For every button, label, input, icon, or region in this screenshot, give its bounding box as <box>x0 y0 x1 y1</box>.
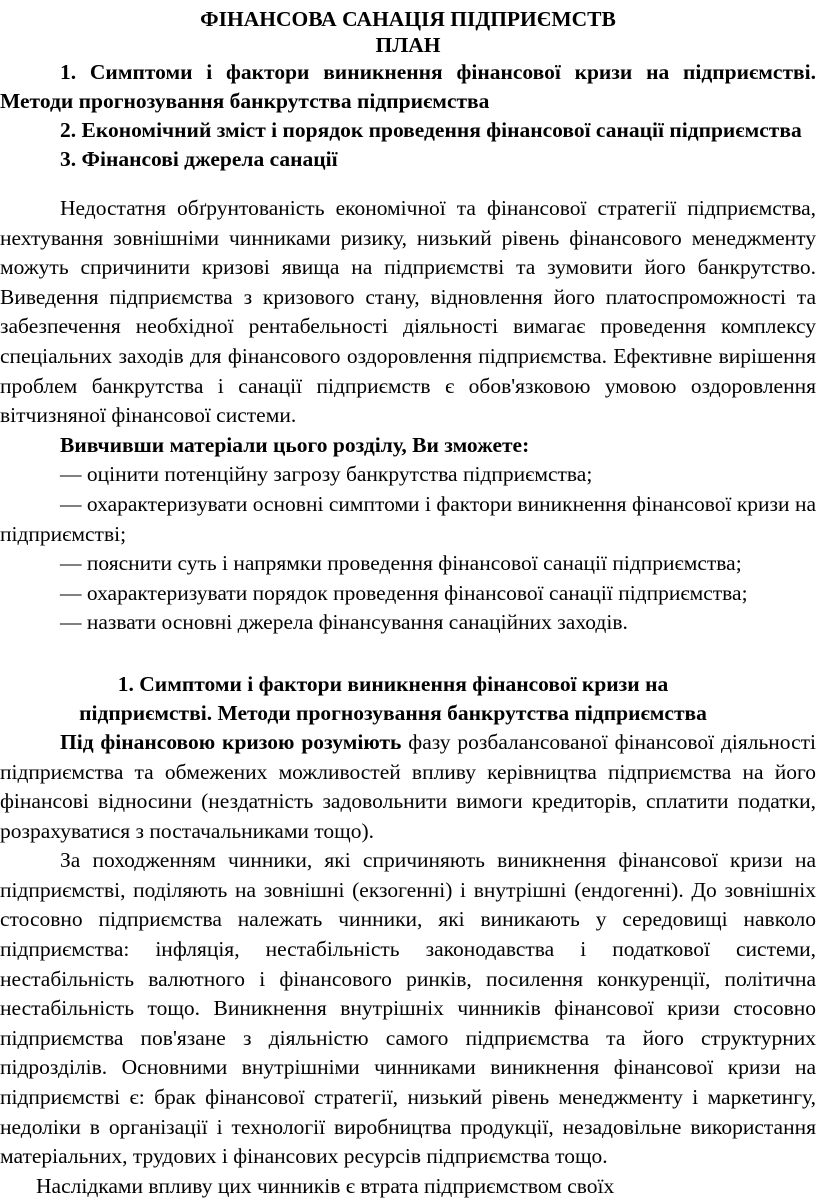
factors-paragraph: За походженням чинники, які спричиняють виникнення фінансової кризи на підприємстві, поділяють на зовнішні (екзогенні) і внутрішні (ендогенні). До зовнішніх стосовно підприємства належать чинники, які виникають у середовищі навколо підприємства: інфляція, нестабільність законодавства і податкової системи, нестабільність валютного і фінансового ринків, посилення конкуренції, політична нестабільність тощо. Виникнення внутрішніх чинників фінансової кризи стосовно підприємства пов'язане з діяльністю самого підприємства та його структурних підрозділів. Основними внутрішніми чинниками виникнення фінансової кризи на підприємстві є: брак фінансової стратегії, низький рівень менеджменту і маркетингу, недоліки в організації і технології виробництва продукції, незадовільне використання матеріальних, трудових і фінансових ресурсів підприємства тощо. <box>0 848 816 1169</box>
outcome-item-1: — оцінити потенційну загрозу банкрутства підприємства; <box>60 462 593 487</box>
outcome-item-5: — назвати основні джерела фінансування санаційних заходів. <box>60 610 628 635</box>
plan-item-2: 2. Економічний зміст і порядок проведення фінансової санації підприємства <box>60 118 802 142</box>
outcome-item-3: — пояснити суть і напрямки проведення фінансової санації підприємства; <box>60 551 742 576</box>
consequences-line: Наслідками впливу цих чинників є втрата підприємством своїх <box>36 1173 615 1198</box>
section-1-title-line-1: 1. Симптоми і фактори виникнення фінансової кризи на <box>117 671 669 696</box>
document-title: ФІНАНСОВА САНАЦІЯ ПІДПРИЄМСТВ <box>200 7 616 31</box>
outcomes-heading: Вивчивши матеріали цього розділу, Ви зможете: <box>60 432 530 457</box>
plan-item-1: 1. Симптоми і фактори виникнення фінансової кризи на підприємстві. Методи прогнозування банкрутства підприємства <box>0 60 816 113</box>
definition-paragraph <box>0 728 816 846</box>
outcome-item-4: — охарактеризувати порядок проведення фінансової санації підприємства; <box>60 580 748 605</box>
plan-item-3: 3. Фінансові джерела санації <box>60 147 338 171</box>
section-1-title-line-2: підприємстві. Методи прогнозування банкрутства підприємства <box>79 700 707 725</box>
intro-paragraph: Недостатня обґрунтованість економічної та фінансової стратегії підприємства, нехтування зовнішніми чинниками ризику, низький рівень фінансового менеджменту можуть спричинити кризові явища на підприємстві та зумовити його банкрутство. Виведення підприємства з кризового стану, відновлення його платоспроможності та забезпечення необхідної рентабельності діяльності вимагає проведення комплексу спеціальних заходів для фінансового оздоровлення підприємства. Ефективне вирішення проблем банкрутства і санації підприємств є обов'язковою умовою оздоровлення вітчизняної фінансової системи. <box>0 196 816 428</box>
outcomes-list <box>0 460 816 638</box>
plan-list <box>0 58 816 174</box>
outcome-item-2: — охарактеризувати основні симптоми і фактори виникнення фінансової кризи на підприємстві; <box>0 491 816 546</box>
plan-heading: ПЛАН <box>375 33 441 57</box>
definition-text: фазу розбалансованої фінансової діяльності підприємства та обмежених можливостей впливу керівництва підприємства на його фінансові відносини (нездатність задовольнити вимоги кредиторів, сплатити податки, розрахуватися з постачальниками тощо). <box>0 729 816 843</box>
spacer <box>0 638 816 670</box>
spacer <box>0 174 816 194</box>
definition-term: Під фінансовою кризою розуміють <box>60 729 402 754</box>
